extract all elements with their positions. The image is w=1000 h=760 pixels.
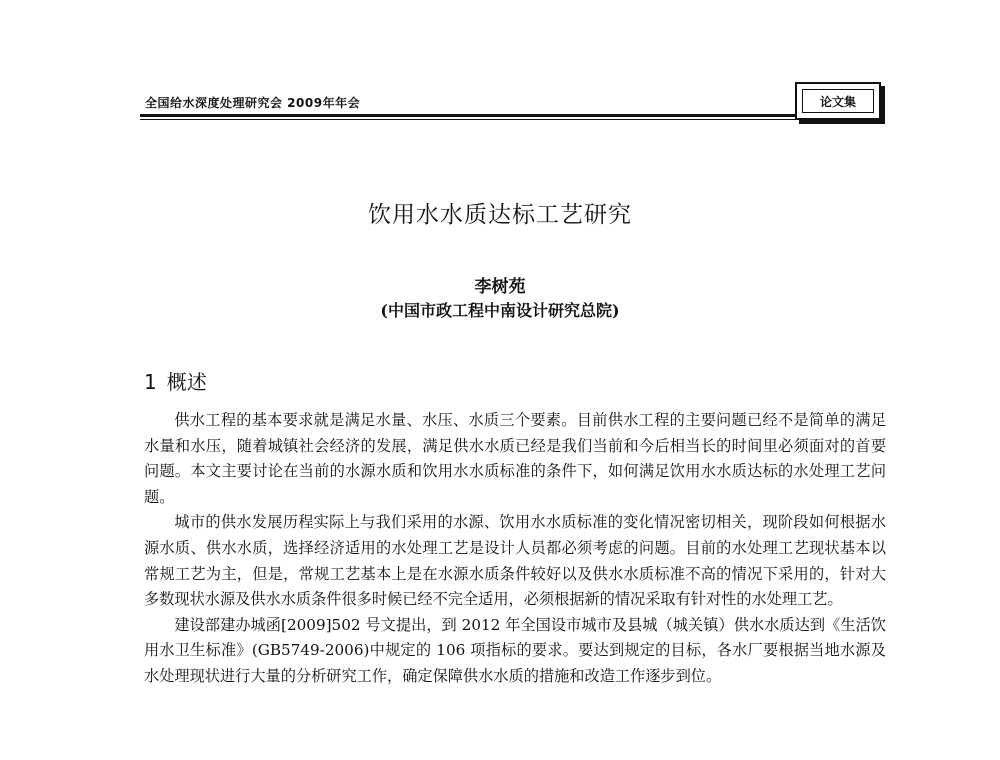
collection-label-inner xyxy=(802,89,874,113)
header-rule-thin xyxy=(140,119,795,120)
article-affiliation: (中国市政工程中南设计研究总院) xyxy=(380,301,620,320)
collection-label-box xyxy=(795,82,881,120)
paragraph: 城市的供水发展历程实际上与我们采用的水源、饮用水水质标准的变化情况密切相关，现阶段如何根据水源水质、供水水质，选择经济适用的水处理工艺是设计人员都必须考虑的问题。目前的水处理工艺现状基本以常规工艺为主，但是，常规工艺基本上是在水源水质条件较好以及供水水质标准不高的情况下采用的，针对大多数现状水源及供水水质条件很多时候已经不完全适用，必须根据新的情况采取有针对性的水处理工艺。 xyxy=(144,513,886,609)
article-title: 饮用水水质达标工艺研究 xyxy=(368,202,632,228)
collection-label: 论文集 xyxy=(819,94,856,109)
section-number: 1 xyxy=(144,370,157,394)
paragraph: 供水工程的基本要求就是满足水量、水压、水质三个要素。目前供水工程的主要问题已经不是简单的满足水量和水压，随着城镇社会经济的发展，满足供水水质已经是我们当前和今后相当长的时间里必须面对的首要问题。本文主要讨论在当前的水源水质和饮用水水质标准的条件下，如何满足饮用水水质达标的水处理工艺问题。 xyxy=(144,411,886,506)
paragraph: 建设部建办城函[2009]502 号文提出，到 2012 年全国设市城市及县城（城关镇）供水水质达到《生活饮用水卫生标准》(GB5749-2006)中规定的 106 项指标的要求。要达到规定的目标，各水厂要根据当地水源及水处理现状进行大量的分析研究工作，确定保障供水水质的措施和改造工作逐步到位。 xyxy=(144,615,886,685)
header-rule-thick xyxy=(140,114,795,117)
section-title: 概述 xyxy=(166,370,207,394)
section-heading xyxy=(144,366,207,395)
article-author: 李树苑 xyxy=(474,277,526,297)
body-text xyxy=(144,408,886,690)
running-head: 全国给水深度处理研究会 2009年年会 xyxy=(145,96,361,110)
